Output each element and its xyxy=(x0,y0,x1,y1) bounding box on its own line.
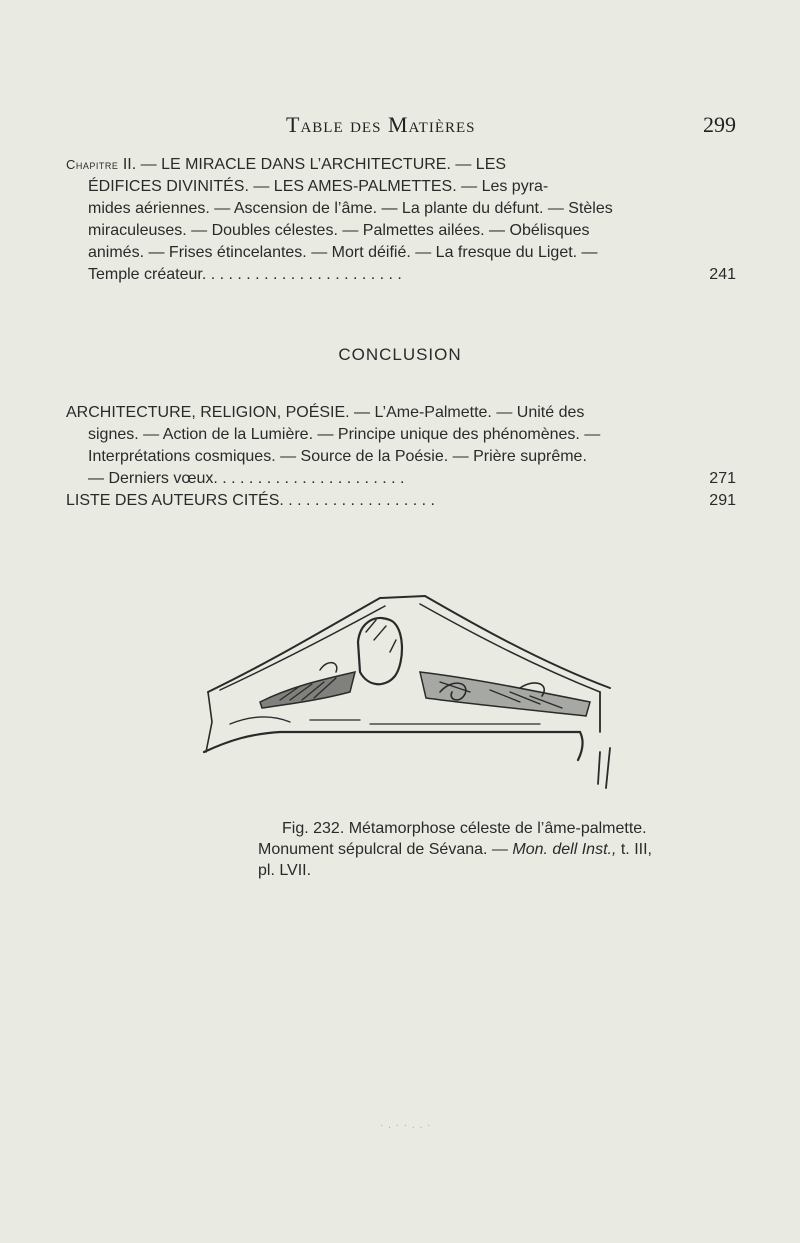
figure-caption xyxy=(258,818,652,881)
base-line xyxy=(204,732,583,760)
toc-line: animés. — Frises étincelantes. — Mort déifié. — La fresque du Liget. — xyxy=(88,244,598,261)
toc-entry-chapter-2 xyxy=(66,154,736,286)
toc-line: Interprétations cosmiques. — Source de la Poésie. — Prière suprême. xyxy=(88,448,587,465)
left-curl xyxy=(320,663,337,672)
caption-line: Fig. 232. Métamorphose céleste de l’âme-palmette. xyxy=(282,820,647,837)
caption-source: Monument sépulcral de Sévana. — xyxy=(258,841,513,858)
section-heading-conclusion: CONCLUSION xyxy=(338,345,462,364)
toc-line: Temple créateur. . . . . . . . . . . . . . . . . . . . . . . xyxy=(88,266,402,283)
toc-line: LISTE DES AUTEURS CITÉS. . . . . . . . . . . . . . . . . . xyxy=(66,492,435,509)
toc-line: mides aériennes. — Ascension de l’âme. — La plante du défunt. — Stèles xyxy=(88,200,613,217)
caption-source-volume: t. III, xyxy=(616,841,652,858)
toc-leader-line xyxy=(66,264,736,286)
caption-line xyxy=(258,839,652,860)
toc-page-ref: 241 xyxy=(709,266,736,283)
right-wing xyxy=(420,672,590,716)
toc-line: ÉDIFICES DIVINITÉS. — LES AMES-PALMETTES. — Les pyra- xyxy=(88,178,549,195)
toc-leader-line xyxy=(66,468,736,490)
caption-source-italic: Mon. dell Inst., xyxy=(512,841,617,858)
toc-line: miraculeuses. — Doubles célestes. — Palmettes ailées. — Obélisques xyxy=(88,222,590,239)
toc-page-ref: 291 xyxy=(709,492,736,509)
left-edge xyxy=(206,692,212,752)
hair-lines xyxy=(366,620,396,652)
left-wing xyxy=(260,672,355,708)
toc-leader-line xyxy=(66,490,736,512)
toc-line xyxy=(66,154,736,176)
under-lines xyxy=(230,717,540,724)
chapter-label: Chapitre xyxy=(66,157,119,172)
page-number: 299 xyxy=(703,112,736,137)
page-title: Table des Matières xyxy=(286,112,476,137)
head-outline xyxy=(358,618,402,684)
pediment-inner xyxy=(220,604,600,692)
right-post xyxy=(598,692,610,788)
pediment-outline xyxy=(208,596,610,692)
figure-232-illustration xyxy=(190,592,630,792)
toc-line: — Derniers vœux. . . . . . . . . . . . . . . . . . . . . . xyxy=(88,470,405,487)
paper-specks: · . · · . . · xyxy=(380,1120,432,1131)
toc-line: signes. — Action de la Lumière. — Principe unique des phénomènes. — xyxy=(88,426,601,443)
toc-line: ARCHITECTURE, RELIGION, POÉSIE. — L’Ame-Palmette. — Unité des xyxy=(66,404,585,421)
chapter-title: II. — LE MIRACLE DANS L’ARCHITECTURE. — LES xyxy=(118,156,507,173)
toc-entry-conclusion xyxy=(66,402,736,512)
running-head xyxy=(0,112,800,142)
toc-page-ref: 271 xyxy=(709,470,736,487)
caption-line: pl. LVII. xyxy=(258,862,312,879)
